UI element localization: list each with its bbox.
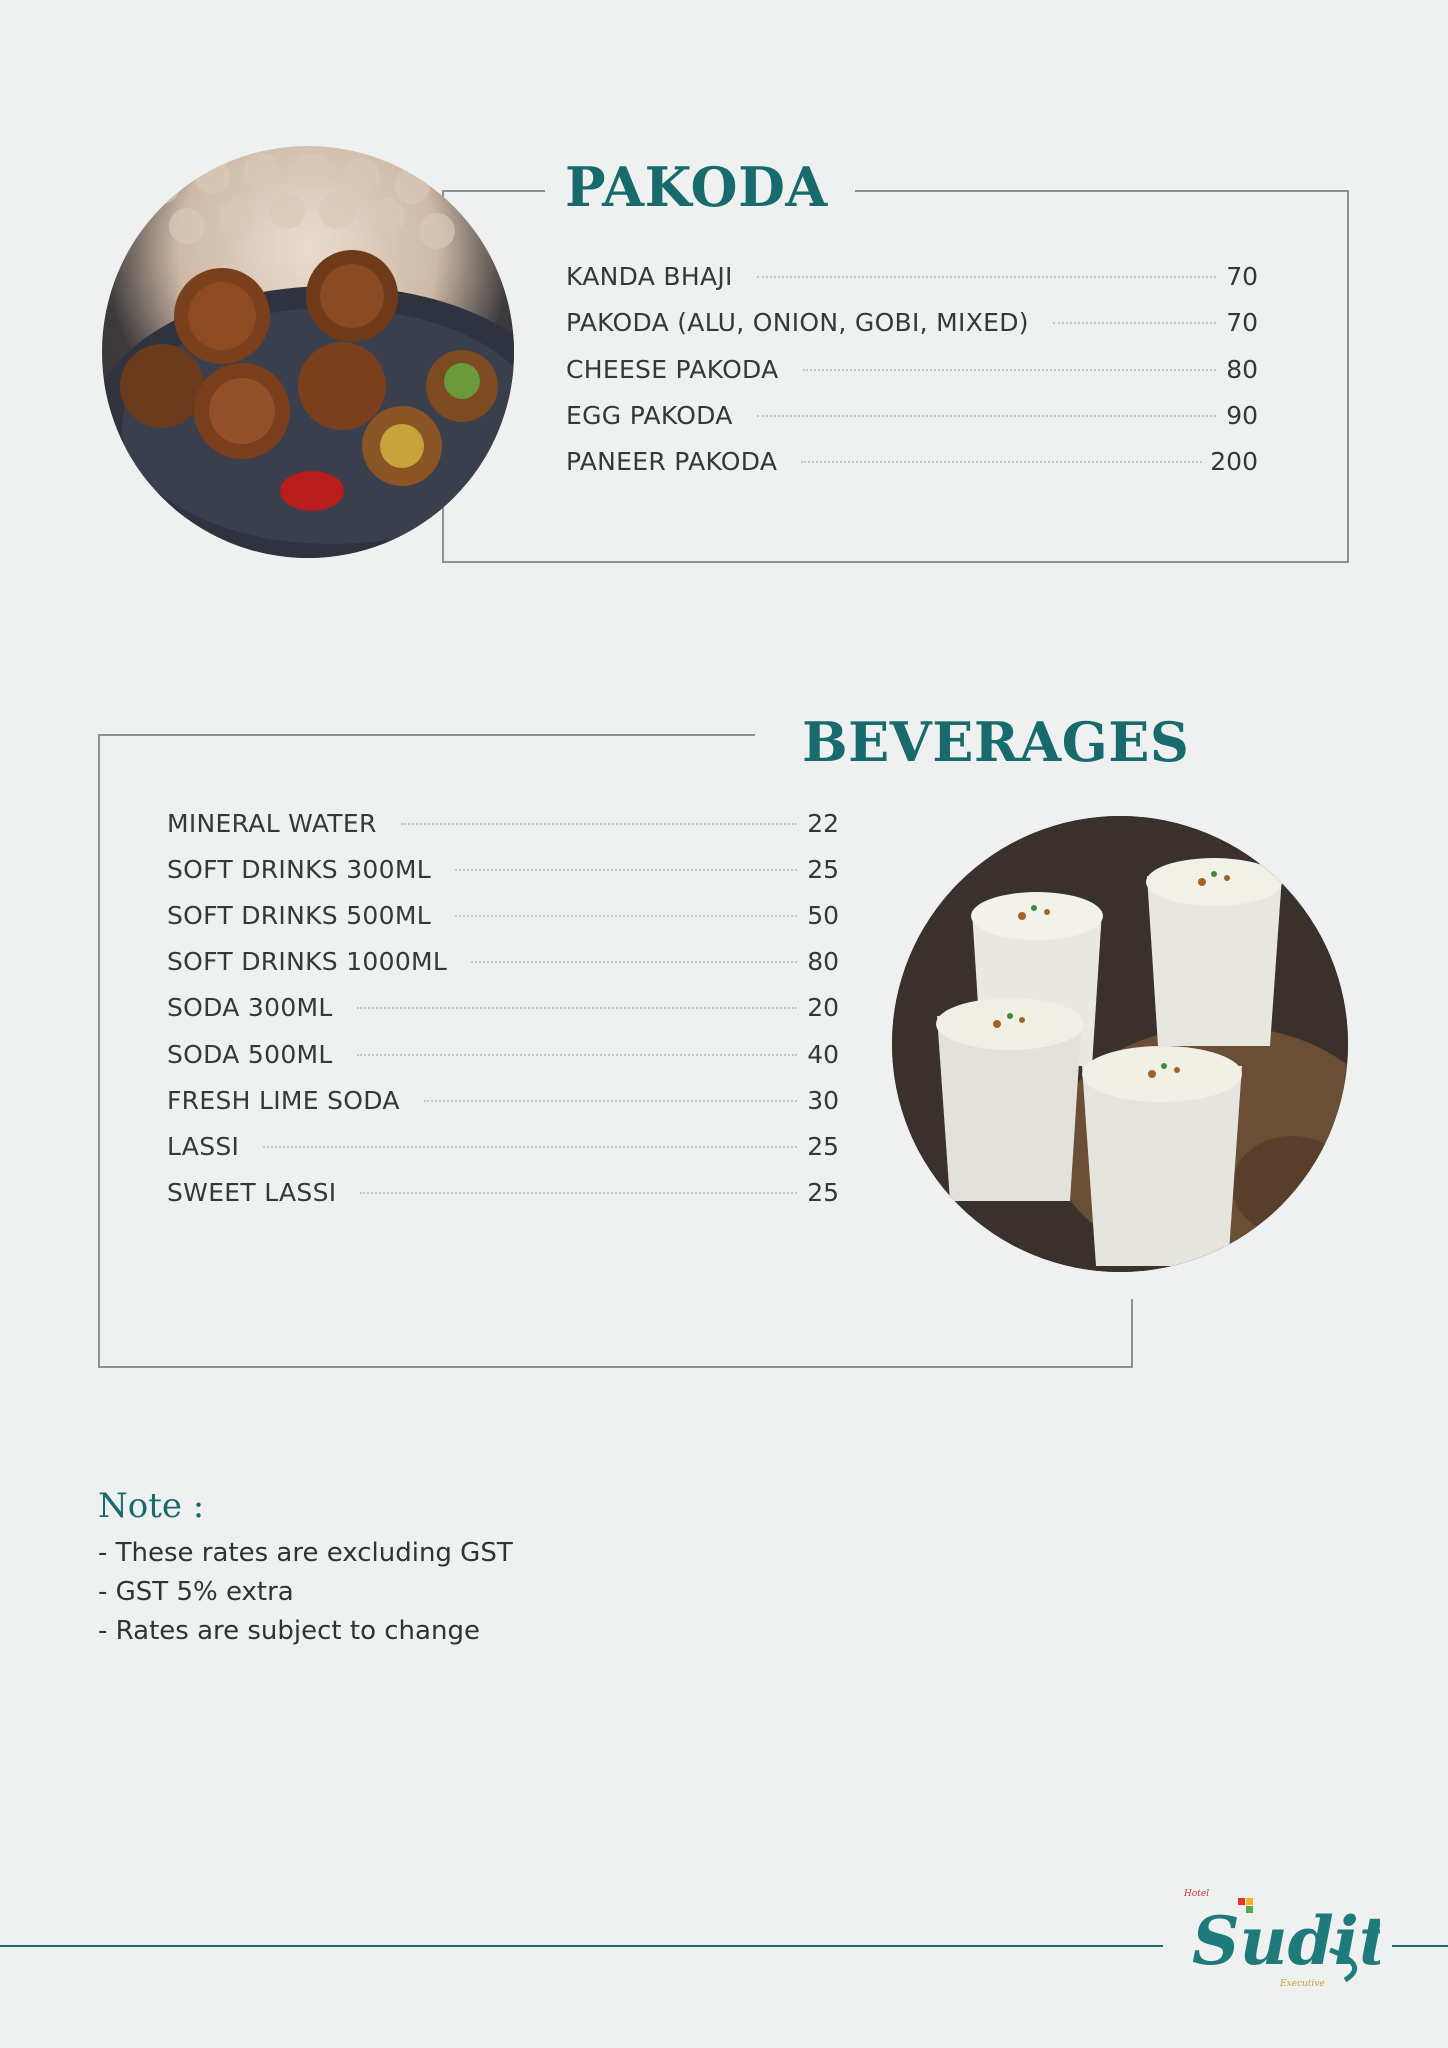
beverages-menu-item	[167, 855, 839, 901]
item-name: SOFT DRINKS 500ML	[167, 901, 431, 931]
dotted-leader	[455, 869, 797, 871]
item-name: SOFT DRINKS 1000ML	[167, 947, 448, 977]
item-name: PAKODA (ALU, ONION, GOBI, MIXED)	[566, 308, 1029, 338]
beverages-menu-item	[167, 901, 839, 947]
note-line: - These rates are excluding GST	[98, 1538, 513, 1568]
dotted-leader	[263, 1146, 797, 1148]
hotel-logo	[1180, 1880, 1380, 1990]
beverages-menu-item	[167, 1086, 839, 1132]
item-price: 25	[807, 1177, 839, 1207]
item-name: SOFT DRINKS 300ML	[167, 855, 431, 885]
item-price: 20	[807, 993, 839, 1023]
item-price: 200	[1210, 447, 1258, 477]
beverages-title: BEVERAGES	[802, 710, 1190, 774]
logo-mark	[1180, 1880, 1380, 1990]
beverages-menu-item	[167, 1132, 839, 1178]
pakoda-plate-image	[102, 146, 514, 558]
item-price: 40	[807, 1039, 839, 1069]
beverages-menu-item	[167, 1040, 839, 1086]
item-name: KANDA BHAJI	[566, 262, 733, 291]
lassi-illustration	[892, 816, 1348, 1272]
dotted-leader	[803, 369, 1216, 371]
pakoda-title: PAKODA	[565, 155, 828, 219]
item-price: 50	[807, 901, 839, 931]
svg-text:Hotel: Hotel	[1184, 1889, 1210, 1899]
note-title: Note :	[98, 1486, 205, 1526]
note-line: - Rates are subject to change	[98, 1616, 480, 1646]
item-price: 80	[807, 947, 839, 977]
footer-rule	[0, 1945, 1163, 1947]
item-name: CHEESE PAKODA	[566, 354, 779, 384]
dotted-leader	[357, 1007, 797, 1009]
pakoda-menu-item	[566, 401, 1258, 447]
item-price: 25	[807, 1131, 839, 1161]
svg-text:Executive: Executive	[1280, 1979, 1325, 1989]
pakoda-menu-item	[566, 308, 1258, 354]
dotted-leader	[424, 1100, 797, 1102]
beverages-menu-item	[167, 809, 839, 855]
item-name: PANEER PAKODA	[566, 447, 778, 477]
dotted-leader	[357, 1054, 797, 1056]
item-price: 70	[1226, 308, 1258, 338]
item-price: 80	[1226, 354, 1258, 384]
item-name: MINERAL WATER	[167, 809, 377, 838]
item-price: 22	[807, 809, 839, 838]
dotted-leader	[801, 461, 1202, 463]
item-name: SODA 300ML	[167, 993, 333, 1023]
dotted-leader	[1053, 322, 1216, 324]
item-price: 25	[807, 855, 839, 885]
beverages-menu-item	[167, 993, 839, 1039]
note-line: - GST 5% extra	[98, 1577, 294, 1607]
item-name: FRESH LIME SODA	[167, 1085, 400, 1115]
dotted-leader	[757, 276, 1216, 278]
pakoda-menu-item	[566, 447, 1258, 493]
item-name: SWEET LASSI	[167, 1177, 337, 1207]
beverages-menu-item	[167, 1178, 839, 1224]
svg-text:Sudit: Sudit	[1192, 1902, 1380, 1980]
item-price: 70	[1226, 262, 1258, 291]
beverages-menu-item	[167, 947, 839, 993]
item-price: 90	[1226, 400, 1258, 430]
lassi-glasses-image	[892, 816, 1348, 1272]
footer-rule	[1392, 1945, 1448, 1947]
dotted-leader	[757, 415, 1216, 417]
pakoda-menu-item	[566, 355, 1258, 401]
pakoda-menu-item	[566, 262, 1258, 308]
dotted-leader	[471, 961, 797, 963]
item-name: LASSI	[167, 1131, 240, 1161]
dotted-leader	[401, 823, 797, 825]
dotted-leader	[360, 1192, 797, 1194]
item-name: EGG PAKODA	[566, 400, 733, 430]
item-price: 30	[807, 1085, 839, 1115]
dotted-leader	[455, 915, 797, 917]
item-name: SODA 500ML	[167, 1039, 333, 1069]
pakoda-illustration	[102, 146, 514, 558]
